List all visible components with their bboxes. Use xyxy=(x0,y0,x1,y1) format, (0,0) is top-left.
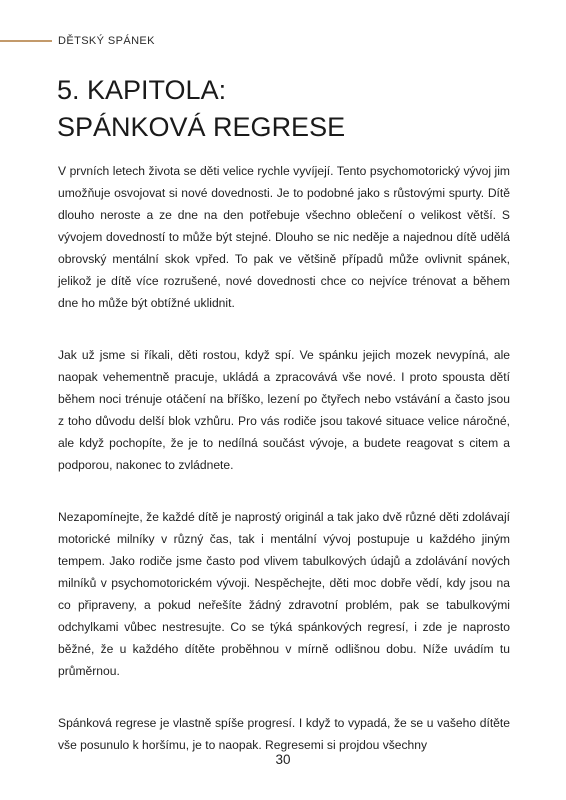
paragraph: V prvních letech života se děti velice rychle vyvíjejí. Tento psychomotorický vývoj jim umožňuje osvojovat si nové dovednosti. Je to podobné jako s růstovými spurty. Dítě dlouho neroste a ze dne na den potřebuje všechno oblečení o velikost větší. S vývojem dovedností to může být stejné. Dlouho se nic neděje a najednou dítě udělá obrovský mentální skok vpřed. To pak ve většině případů může ovlivnit spánek, jelikož je dítě více rozrušené, nové dovednosti chce co nejvíce trénovat a během dne ho může být obtížné uklidnit. xyxy=(58,164,510,310)
chapter-number: 5. KAPITOLA: xyxy=(57,75,227,105)
paragraph: Spánková regrese je vlastně spíše progresí. I když to vypadá, že se u vašeho dítěte vše posunulo k horšímu, je to naopak. Regresemi si projdou všechny xyxy=(58,716,510,752)
paragraph: Jak už jsme si říkali, děti rostou, když spí. Ve spánku jejich mozek nevypíná, ale naopak vehementně pracuje, ukládá a zpracovává vše nové. I proto spousta dětí během noci trénuje otáčení na bříško, lezení po čtyřech nebo vstávání a často jsou z toho důvodu delší blok vzhůru. Pro vás rodiče jsou takové situace velice náročné, ale když pochopíte, že je to nedílná součást vývoje, a budete reagovat s citem a podporou, nakonec to zvládnete. xyxy=(58,348,510,472)
header-accent-rule xyxy=(0,40,52,42)
running-header: DĚTSKÝ SPÁNEK xyxy=(58,35,155,47)
page-number: 30 xyxy=(275,752,291,767)
body-text xyxy=(58,160,510,756)
chapter-heading xyxy=(57,72,345,146)
chapter-title: SPÁNKOVÁ REGRESE xyxy=(57,112,346,142)
paragraph: Nezapomínejte, že každé dítě je naprostý originál a tak jako dvě různé děti zdolávají motorické milníky v různý čas, tak i mentální vývoj postupuje u každého jiným tempem. Jako rodiče jsme často pod vlivem tabulkových údajů a zdolávání nových milníků v psychomotorickém vývoji. Nespěchejte, děti moc dobře vědí, kdy jsou na co připraveny, a pokud neřešíte žádný zdravotní problém, pak se tabulkovými odchylkami vůbec nestresujte. Co se týká spánkových regresí, i zde je naprosto běžné, že u každého dítěte proběhnou v mírně odlišnou dobu. Níže uvádím tu průměrnou. xyxy=(58,510,510,678)
